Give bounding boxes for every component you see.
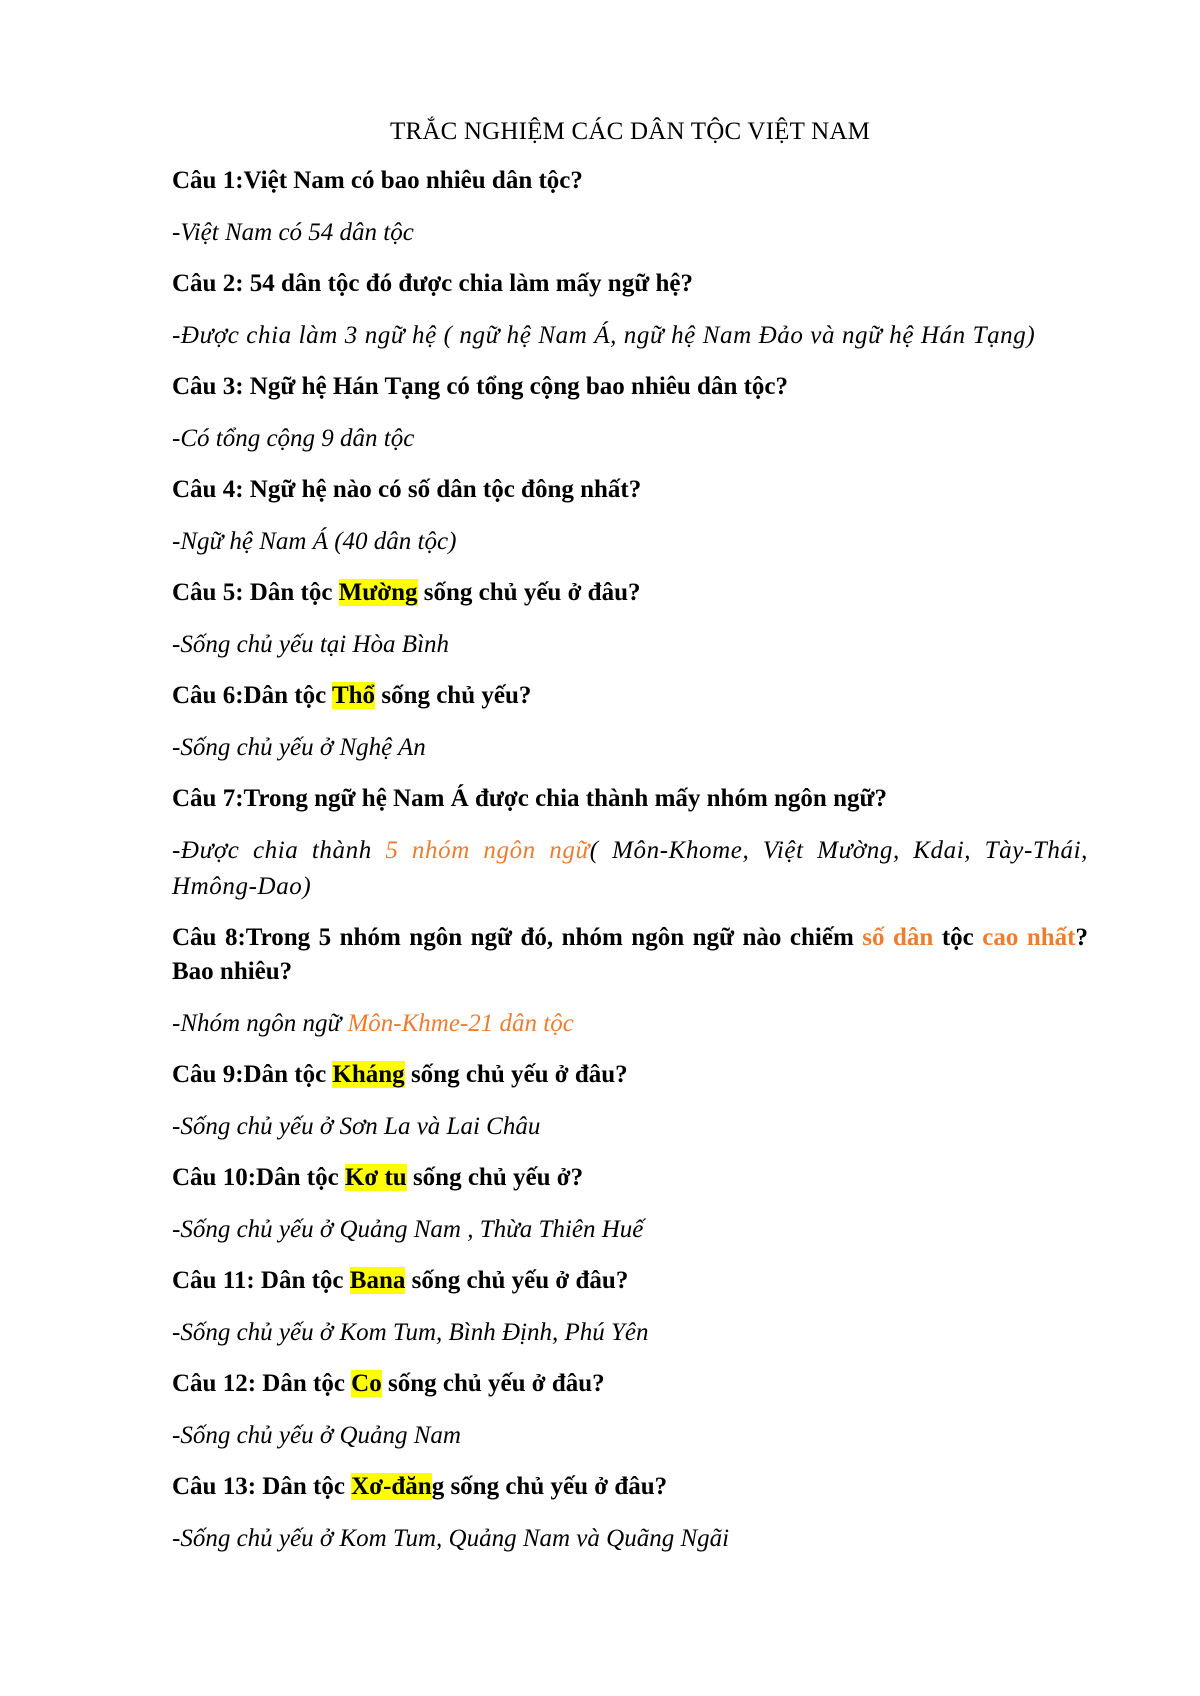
question-11 [172,1264,1088,1298]
ethnic-group-highlight: Thổ [331,682,376,709]
answer-5: -Sống chủ yếu tại Hòa Bình [172,631,450,658]
answer-7-suffix: ( Môn-Khome, Việt Mường, Kdai, Tày-Thái, Hmông-Dao) [172,837,1088,900]
question-12-prefix: Câu 12: Dân tộc [172,1370,352,1397]
answer-8 [172,1006,1088,1042]
question-6 [172,679,1088,713]
answer-10: -Sống chủ yếu ở Quảng Nam , Thừa Thiên Huế [172,1216,644,1243]
question-8-prefix: Câu 8:Trong 5 nhóm ngôn ngữ đó, nhóm ngôn ngữ nào chiếm [172,924,863,951]
answer-4: -Ngữ hệ Nam Á (40 dân tộc) [172,528,457,555]
answer-7-prefix: -Được chia thành [172,837,386,864]
answer-2: -Được chia làm 3 ngữ hệ ( ngữ hệ Nam Á, ngữ hệ Nam Đảo và ngữ hệ Hán Tạng) [172,322,1036,349]
answer-11: -Sống chủ yếu ở Kom Tum, Bình Định, Phú Yên [172,1319,649,1346]
question-5-suffix: sống chủ yếu ở đâu? [417,579,641,606]
question-9-suffix: sống chủ yếu ở đâu? [404,1061,628,1088]
document-title: TRẮC NGHIỆM CÁC DÂN TỘC VIỆT NAM [389,118,871,145]
question-3: Câu 3: Ngữ hệ Hán Tạng có tổng cộng bao nhiêu dân tộc? [172,373,789,400]
question-2: Câu 2: 54 dân tộc đó được chia làm mấy ngữ hệ? [172,270,693,297]
question-13-suffix: g sống chủ yếu ở đâu? [431,1473,668,1500]
answer-8-prefix: -Nhóm ngôn ngữ [172,1010,348,1037]
question-7: Câu 7:Trong ngữ hệ Nam Á được chia thành mấy nhóm ngôn ngữ? [172,785,887,812]
document-page [172,112,1088,1573]
question-13 [172,1470,1088,1504]
answer-3: -Có tổng cộng 9 dân tộc [172,425,415,452]
ethnic-group-highlight: Co [351,1370,382,1397]
question-10-suffix: sống chủ yếu ở? [406,1164,584,1191]
question-13-prefix: Câu 13: Dân tộc [172,1473,352,1500]
question-9-prefix: Câu 9:Dân tộc [172,1061,333,1088]
answer-12: -Sống chủ yếu ở Quảng Nam [172,1422,461,1449]
question-6-suffix: sống chủ yếu? [375,682,532,709]
question-8-emphasis-2: cao nhất [982,924,1076,951]
question-8-emphasis-1: số dân [862,924,934,951]
answer-7 [172,833,1088,905]
answer-8-emphasis: Môn-Khme-21 dân tộc [347,1010,574,1037]
question-1: Câu 1:Việt Nam có bao nhiêu dân tộc? [172,167,583,194]
answer-6: -Sống chủ yếu ở Nghệ An [172,734,426,761]
question-8-middle: tộc [933,924,983,951]
question-12-suffix: sống chủ yếu ở đâu? [381,1370,605,1397]
answer-1: -Việt Nam có 54 dân tộc [172,219,414,246]
question-5 [172,576,1088,610]
question-10 [172,1161,1088,1195]
ethnic-group-highlight: Kháng [332,1061,405,1088]
question-5-prefix: Câu 5: Dân tộc [172,579,339,606]
answer-13: -Sống chủ yếu ở Kom Tum, Quảng Nam và Quãng Ngãi [172,1525,730,1552]
question-4: Câu 4: Ngữ hệ nào có số dân tộc đông nhất? [172,476,642,503]
question-6-prefix: Câu 6:Dân tộc [172,682,332,709]
question-8 [172,921,1088,989]
answer-7-emphasis: 5 nhóm ngôn ngữ [385,837,590,864]
ethnic-group-highlight: Mường [338,579,418,606]
question-11-prefix: Câu 11: Dân tộc [172,1267,350,1294]
ethnic-group-highlight: Xơ-đăn [351,1473,432,1500]
question-10-prefix: Câu 10:Dân tộc [172,1164,345,1191]
question-8-suffix: ?Bao nhiêu? [172,924,1088,985]
answer-9: -Sống chủ yếu ở Sơn La và Lai Châu [172,1113,541,1140]
question-9 [172,1058,1088,1092]
ethnic-group-highlight: Kơ tu [344,1164,407,1191]
question-11-suffix: sống chủ yếu ở đâu? [405,1267,629,1294]
question-12 [172,1367,1088,1401]
ethnic-group-highlight: Bana [349,1267,406,1294]
